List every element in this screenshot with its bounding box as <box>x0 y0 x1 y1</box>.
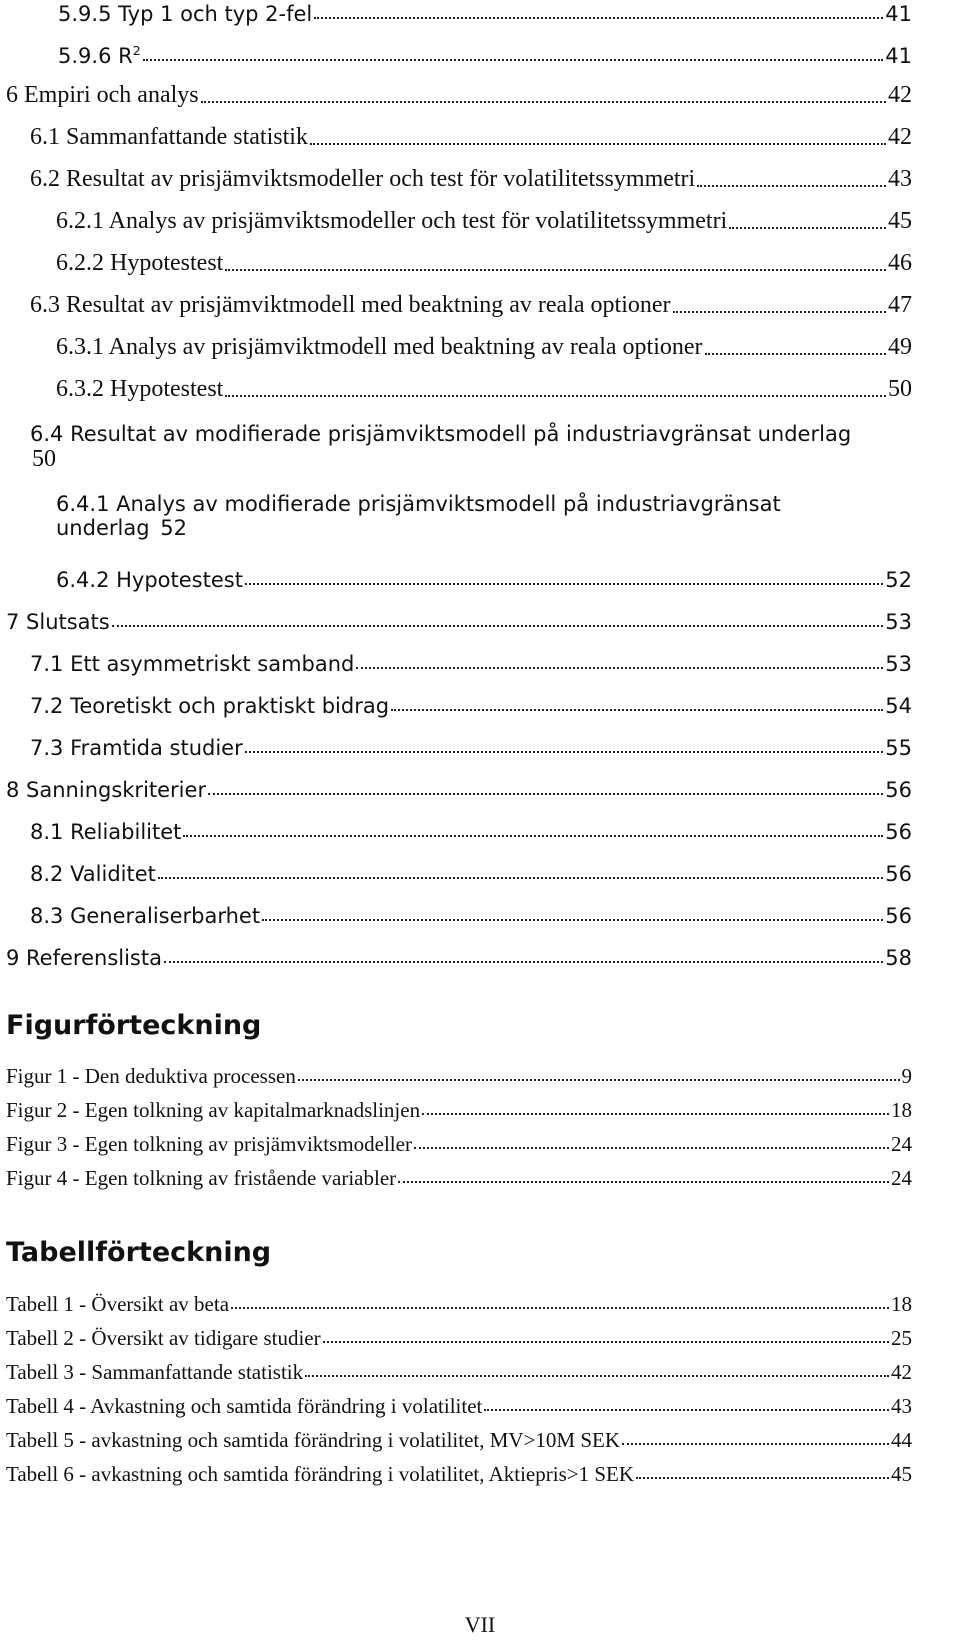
toc-entry[interactable] <box>6 936 912 970</box>
toc-dot-leader <box>183 835 883 837</box>
toc-entry[interactable] <box>30 412 912 488</box>
toc-entry-page: 41 <box>885 1 912 26</box>
toc-dot-leader <box>310 143 886 145</box>
toc-entry[interactable] <box>58 0 912 26</box>
toc-entry-page: 53 <box>885 609 912 634</box>
table-dot-leader <box>484 1409 889 1411</box>
table-entry[interactable] <box>6 1452 912 1486</box>
toc-dot-leader <box>143 59 884 61</box>
toc-entry-title: 6.1 Sammanfattande statistik <box>30 124 308 151</box>
toc-dot-leader <box>225 269 886 271</box>
toc-dot-leader <box>164 961 883 963</box>
toc-entry-page: 42 <box>888 124 912 151</box>
toc-entry-title: 6.3.1 Analys av prisjämviktmodell med beaktning av reala optioner <box>56 334 703 361</box>
toc-entry-title: 6.2.2 Hypotestest <box>56 250 224 277</box>
figure-dot-leader <box>422 1113 889 1115</box>
toc-dot-leader <box>697 185 886 187</box>
toc-entry-title: 6.2 Resultat av prisjämviktsmodeller och test för volatilitetssymmetri <box>30 166 696 193</box>
toc-entry[interactable] <box>56 370 912 404</box>
toc-entry-page: 56 <box>885 777 912 802</box>
toc-entry-title: 8.1 Reliabilitet <box>30 819 182 844</box>
table-list-heading: Tabellförteckning <box>6 1237 272 1268</box>
toc-entry-page: 58 <box>885 945 912 970</box>
table-dot-leader <box>305 1375 889 1377</box>
toc-entry-title: 7.2 Teoretiskt och praktiskt bidrag <box>30 693 390 718</box>
toc-entry[interactable] <box>30 810 912 844</box>
toc-entry[interactable] <box>30 642 912 676</box>
table-entry-page: 18 <box>891 1291 912 1316</box>
table-entry-page: 43 <box>891 1393 912 1418</box>
toc-entry[interactable] <box>56 558 912 592</box>
toc-entry-title: 8.3 Generaliserbarhet <box>30 903 261 928</box>
figure-entry[interactable] <box>6 1122 912 1156</box>
toc-entry-title: 6.4.1 Analys av modifierade prisjämviktsmodell på industriavgränsat <box>56 491 781 516</box>
table-entry[interactable] <box>6 1350 912 1384</box>
toc-entry-page: 43 <box>888 166 912 193</box>
figure-entry[interactable] <box>6 1088 912 1122</box>
toc-entry-title: 9 Referenslista <box>6 945 162 970</box>
figure-dot-leader <box>414 1147 889 1149</box>
table-entry-title: Tabell 3 - Sammanfattande statistik <box>6 1359 304 1384</box>
toc-dot-leader <box>705 353 886 355</box>
figure-entry-title: Figur 4 - Egen tolkning av fristående variabler <box>6 1165 397 1190</box>
toc-entry-title: 7.1 Ett asymmetriskt samband <box>30 651 355 676</box>
toc-entry-title: 8 Sanningskriterier <box>6 777 207 802</box>
toc-dot-leader <box>158 877 883 879</box>
figure-dot-leader <box>398 1181 889 1183</box>
figure-dot-leader <box>298 1079 900 1081</box>
table-entry-page: 44 <box>891 1427 912 1452</box>
table-entry[interactable] <box>6 1384 912 1418</box>
page-number: VII <box>464 1612 496 1637</box>
toc-entry-title: 6.2.1 Analys av prisjämviktsmodeller och test för volatilitetssymmetri <box>56 208 728 235</box>
table-entry[interactable] <box>6 1418 912 1452</box>
toc-entry[interactable] <box>56 244 912 278</box>
toc-entry[interactable] <box>56 328 912 362</box>
toc-entry[interactable] <box>56 202 912 236</box>
toc-entry-title: 6.3.2 Hypotestest <box>56 376 224 403</box>
table-entry-title: Tabell 2 - Översikt av tidigare studier <box>6 1325 321 1350</box>
figure-entry-title: Figur 1 - Den deduktiva processen <box>6 1063 296 1088</box>
toc-entry-title: 8.2 Validitet <box>30 861 156 886</box>
toc-entry-page: 50 <box>888 376 912 403</box>
table-entry-title: Tabell 1 - Översikt av beta <box>6 1291 230 1316</box>
toc-dot-leader <box>314 17 883 19</box>
toc-entry[interactable] <box>30 726 912 760</box>
toc-entry-page: 55 <box>885 735 912 760</box>
figure-entry-title: Figur 2 - Egen tolkning av kapitalmarknadslinjen <box>6 1097 421 1122</box>
toc-entry-page: 42 <box>888 82 912 109</box>
figure-entry-page: 9 <box>901 1063 912 1088</box>
toc-entry-page: 53 <box>885 651 912 676</box>
toc-dot-leader <box>225 395 886 397</box>
toc-entry[interactable] <box>30 894 912 928</box>
toc-entry[interactable] <box>30 852 912 886</box>
table-entry-page: 42 <box>891 1359 912 1384</box>
toc-entry-page: 47 <box>888 292 912 319</box>
toc-entry[interactable] <box>6 768 912 802</box>
toc-entry-page: 56 <box>885 903 912 928</box>
table-entry[interactable] <box>6 1282 912 1316</box>
toc-dot-leader <box>729 227 886 229</box>
toc-entry-title: 7.3 Framtida studier <box>30 735 243 760</box>
toc-dot-leader <box>208 793 883 795</box>
figure-entry[interactable] <box>6 1054 912 1088</box>
toc-entry-page: 49 <box>888 334 912 361</box>
table-entry-page: 45 <box>891 1461 912 1486</box>
toc-dot-leader <box>673 311 887 313</box>
toc-entry-page: 52 <box>160 516 187 540</box>
toc-entry-page: 46 <box>888 250 912 277</box>
figure-entry-page: 24 <box>891 1131 912 1156</box>
toc-dot-leader <box>112 625 884 627</box>
toc-entry-page: 56 <box>885 819 912 844</box>
figure-entry-title: Figur 3 - Egen tolkning av prisjämviktsmodeller <box>6 1131 412 1156</box>
table-entry-title: Tabell 4 - Avkastning och samtida förändring i volatilitet <box>6 1393 483 1418</box>
table-entry-title: Tabell 6 - avkastning och samtida förändring i volatilitet, Aktiepris>1 SEK <box>6 1461 635 1486</box>
toc-entry-title: 6.4.2 Hypotestest <box>56 567 243 592</box>
table-entry[interactable] <box>6 1316 912 1350</box>
table-dot-leader <box>323 1341 889 1343</box>
toc-entry-page: 45 <box>888 208 912 235</box>
toc-entry[interactable] <box>6 76 912 110</box>
toc-dot-leader <box>245 583 883 585</box>
toc-dot-leader <box>391 709 883 711</box>
toc-entry-title-continued: underlag <box>56 516 150 540</box>
toc-entry-title: 6.4 Resultat av modifierade prisjämviktsmodell på industriavgränsat underlag <box>30 421 852 446</box>
figure-entry-page: 18 <box>891 1097 912 1122</box>
toc-entry-page: 41 <box>885 43 912 68</box>
toc-entry[interactable] <box>30 160 912 194</box>
table-dot-leader <box>231 1307 889 1309</box>
superscript: 2 <box>132 43 141 58</box>
toc-entry[interactable] <box>56 484 912 550</box>
toc-entry-title: 6.3 Resultat av prisjämviktmodell med beaktning av reala optioner <box>30 292 671 319</box>
figure-list-heading: Figurförteckning <box>6 1010 262 1041</box>
toc-dot-leader <box>356 667 883 669</box>
table-dot-leader <box>636 1477 889 1479</box>
toc-entry[interactable] <box>6 600 912 634</box>
toc-entry-page: 54 <box>885 693 912 718</box>
toc-entry[interactable] <box>30 118 912 152</box>
toc-entry-title: 7 Slutsats <box>6 609 110 634</box>
toc-dot-leader <box>245 751 884 753</box>
toc-entry-page: 56 <box>885 861 912 886</box>
toc-entry-title: 5.9.5 Typ 1 och typ 2-fel <box>58 1 313 26</box>
toc-entry-page: 52 <box>885 567 912 592</box>
table-entry-title: Tabell 5 - avkastning och samtida förändring i volatilitet, MV>10M SEK <box>6 1427 621 1452</box>
toc-entry[interactable] <box>58 34 912 68</box>
toc-dot-leader <box>201 101 886 103</box>
figure-entry[interactable] <box>6 1156 912 1190</box>
toc-entry-title: 5.9.6 $R^2$ <box>58 43 141 68</box>
toc-entry[interactable] <box>30 684 912 718</box>
toc-dot-leader <box>262 919 883 921</box>
table-dot-leader <box>622 1443 889 1445</box>
toc-entry-page: 50 <box>32 446 56 472</box>
toc-entry[interactable] <box>30 286 912 320</box>
table-entry-page: 25 <box>891 1325 912 1350</box>
toc-entry-title: 6 Empiri och analys <box>6 82 199 109</box>
figure-entry-page: 24 <box>891 1165 912 1190</box>
